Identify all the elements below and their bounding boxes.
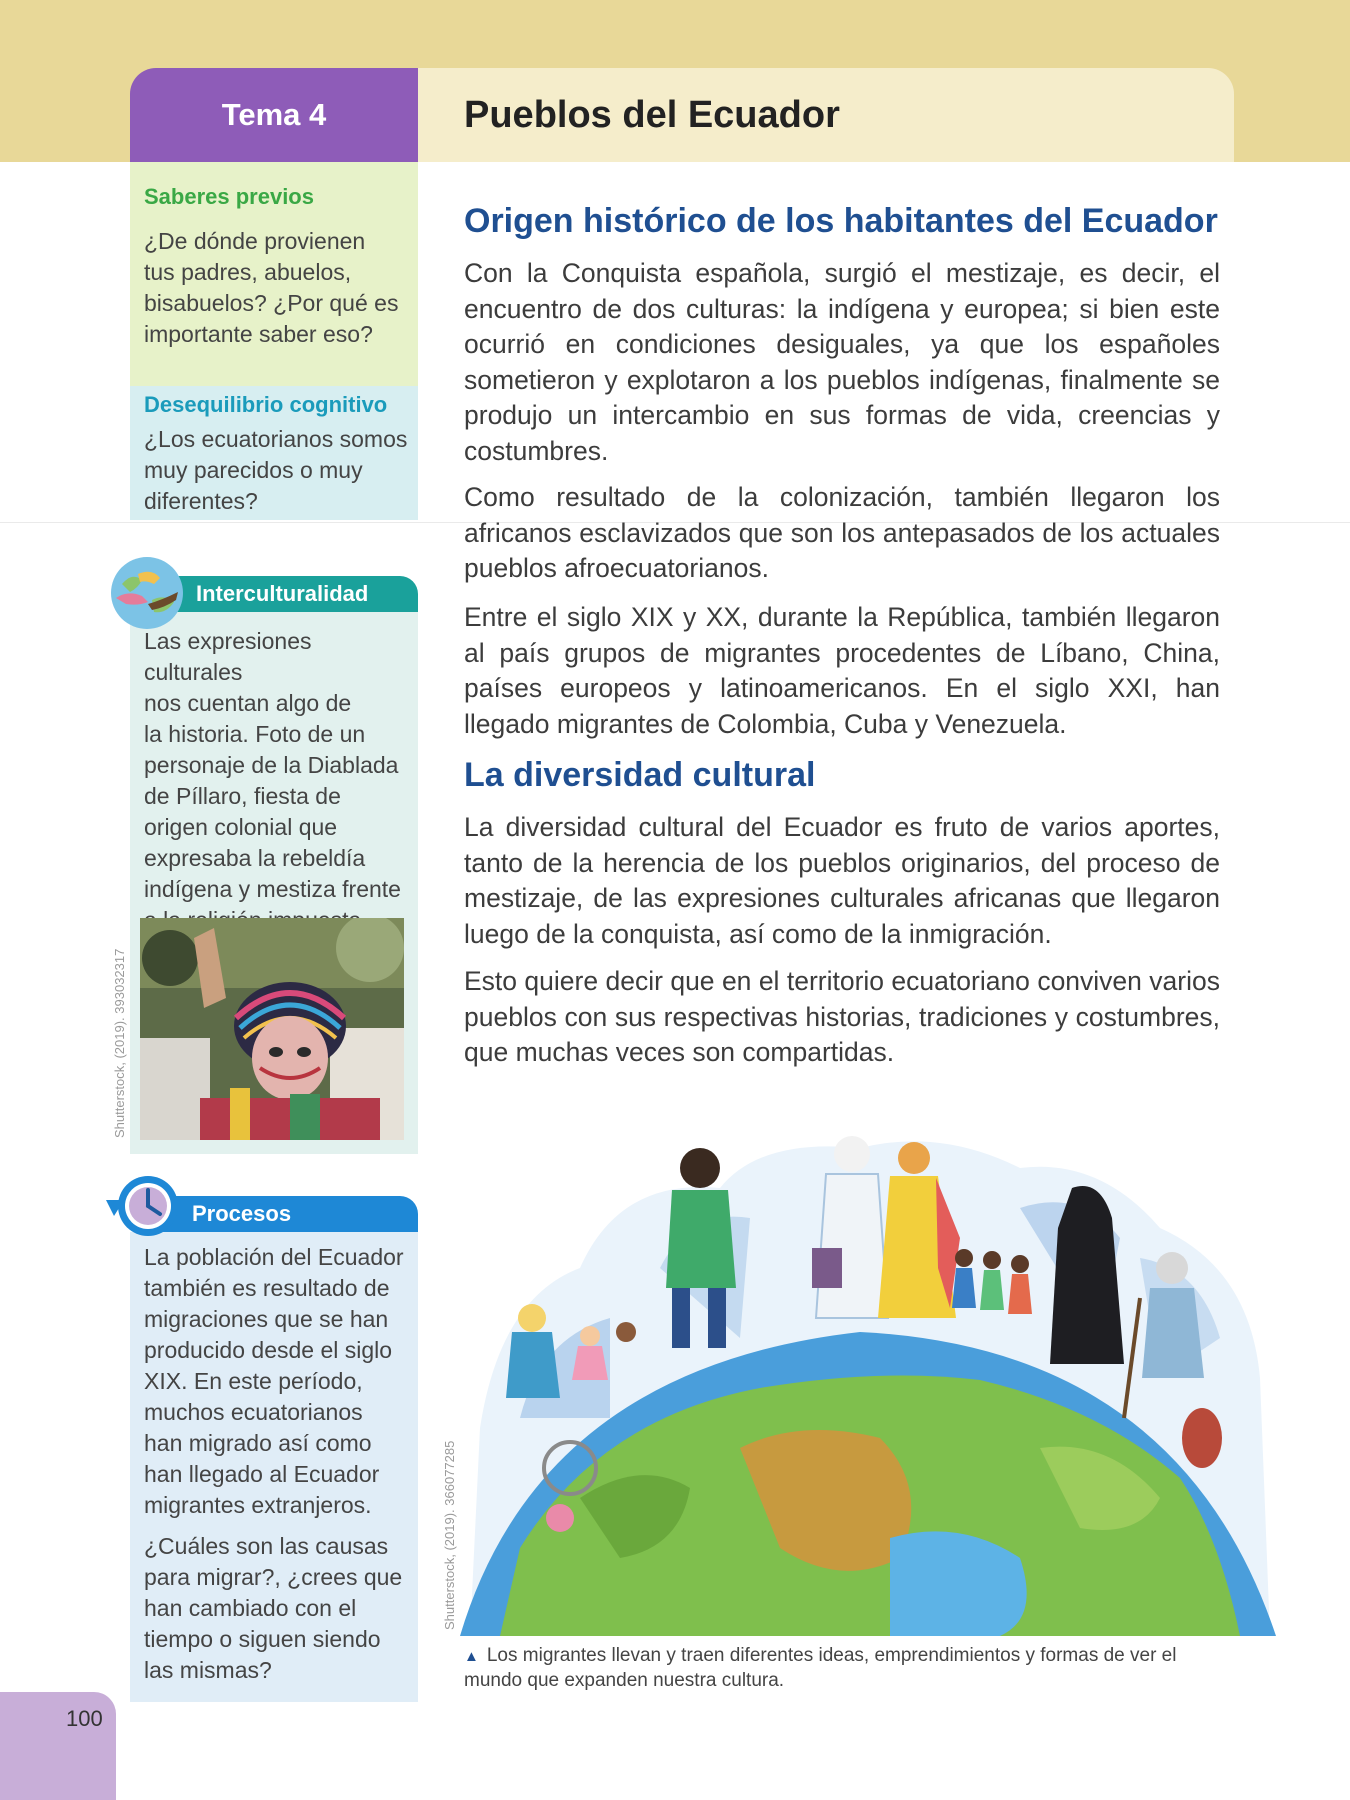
interculturalidad-text — [144, 626, 412, 936]
text-line: muy parecidos o muy — [144, 457, 363, 483]
saberes-previos-heading: Saberes previos — [144, 184, 314, 209]
text-line: expresaba la rebeldía — [144, 845, 366, 871]
text-line: migraciones que se han — [144, 1306, 389, 1332]
desequilibrio-cognitivo-box — [130, 386, 418, 520]
photo-credit: Shutterstock, (2019). 393032317 — [112, 948, 127, 1138]
text-line: tiempo o siguen siendo — [144, 1626, 381, 1652]
paragraph: Esto quiere decir que en el territorio ecuatoriano conviven varios pueblos con sus respectivas historias, tradiciones y costumbres, que muchas veces son compartidas. — [464, 966, 1220, 1067]
text-line: ¿Los ecuatorianos somos — [144, 426, 408, 452]
text-line: indígena y mestiza frente — [144, 876, 401, 902]
text-line: han cambiado con el — [144, 1595, 357, 1621]
hands-globe-icon — [108, 554, 186, 632]
text-line: han llegado al Ecuador — [144, 1461, 380, 1487]
clock-icon — [100, 1170, 184, 1254]
text-line: La población del Ecuador — [144, 1244, 404, 1270]
diablada-photo — [140, 918, 404, 1140]
text-line: diferentes? — [144, 488, 258, 514]
paragraph: Con la Conquista española, surgió el mestizaje, es decir, el encuentro de dos culturas: la indígena y europea; si bien este ocurrió en condiciones desiguales, ya que los españoles sometieron y explotaron a los pueblos indígenas, finalmente se produjo un intercambio en sus formas de vida, creencias y costumbres. — [464, 258, 1220, 466]
interculturalidad-heading-text: Interculturalidad — [196, 581, 369, 606]
tema-label — [130, 68, 418, 162]
text-line: también es resultado de — [144, 1275, 390, 1301]
text-line: migrantes extranjeros. — [144, 1492, 372, 1518]
page-number: 100 — [66, 1706, 103, 1731]
migrants-globe-illustration — [460, 1118, 1276, 1636]
text-line: de Píllaro, fiesta de — [144, 783, 341, 809]
text-line: personaje de la Diablada — [144, 752, 399, 778]
text-line: las mismas? — [144, 1657, 272, 1683]
title-tab — [418, 68, 1234, 162]
text-line: XIX. En este período, — [144, 1368, 363, 1394]
procesos-text — [144, 1242, 412, 1686]
illustration-caption — [464, 1644, 1224, 1693]
text-line: nos cuentan algo de — [144, 690, 352, 716]
paragraph: La diversidad cultural del Ecuador es fruto de varios aportes, tanto de la herencia de los pueblos originarios, del proceso de mestizaje, de las expresiones culturales africanas que llegaron luego de la conquista, así como de la inmigración. — [464, 812, 1220, 949]
procesos-heading-text: Procesos — [192, 1201, 292, 1226]
desequilibrio-text — [144, 424, 412, 517]
text-line: origen colonial que — [144, 814, 338, 840]
text-line: han migrado así como — [144, 1430, 372, 1456]
text-line: para migrar?, ¿crees que — [144, 1564, 403, 1590]
illustration-credit: Shutterstock, (2019). 366077285 — [442, 1440, 457, 1630]
text-line: bisabuelos? ¿Por qué es — [144, 290, 399, 316]
paragraph: Entre el siglo XIX y XX, durante la República, también llegaron al país grupos de migrantes procedentes de Líbano, China, países europeos y latinoamericanos. En el siglo XXI, han llegado migrantes de Colombia, Cuba y Venezuela. — [464, 602, 1220, 739]
text-line: Las expresiones culturales — [144, 628, 312, 685]
text-line: la historia. Foto de un — [144, 721, 366, 747]
section-title-diversidad: La diversidad cultural — [464, 756, 816, 794]
procesos-heading — [150, 1196, 418, 1232]
tema-label-text: Tema 4 — [221, 97, 327, 132]
text-line: muchos ecuatorianos — [144, 1399, 363, 1425]
text-line: producido desde el siglo — [144, 1337, 393, 1363]
text-line: tus padres, abuelos, — [144, 259, 352, 285]
saberes-previos-box — [130, 162, 418, 386]
saberes-previos-text — [144, 226, 412, 350]
text-line: importante saber eso? — [144, 321, 373, 347]
text-line: ¿Cuáles son las causas — [144, 1533, 389, 1559]
page-title: Pueblos del Ecuador — [464, 94, 840, 136]
paragraph: Como resultado de la colonización, también llegaron los africanos esclavizados que son los antepasados de los actuales pueblos afroecuatorianos. — [464, 482, 1220, 583]
section-title-origen: Origen histórico de los habitantes del Ecuador — [464, 202, 1218, 240]
desequilibrio-heading: Desequilibrio cognitivo — [144, 392, 388, 417]
caption-text: Los migrantes llevan y traen diferentes ideas, emprendimientos y formas de ver el mundo que expanden nuestra cultura. — [464, 1645, 1177, 1691]
triangle-bullet-icon: ▲ — [464, 1648, 479, 1665]
interculturalidad-heading — [150, 576, 418, 612]
procesos-box — [130, 1232, 418, 1702]
text-line: ¿De dónde provienen — [144, 228, 366, 254]
